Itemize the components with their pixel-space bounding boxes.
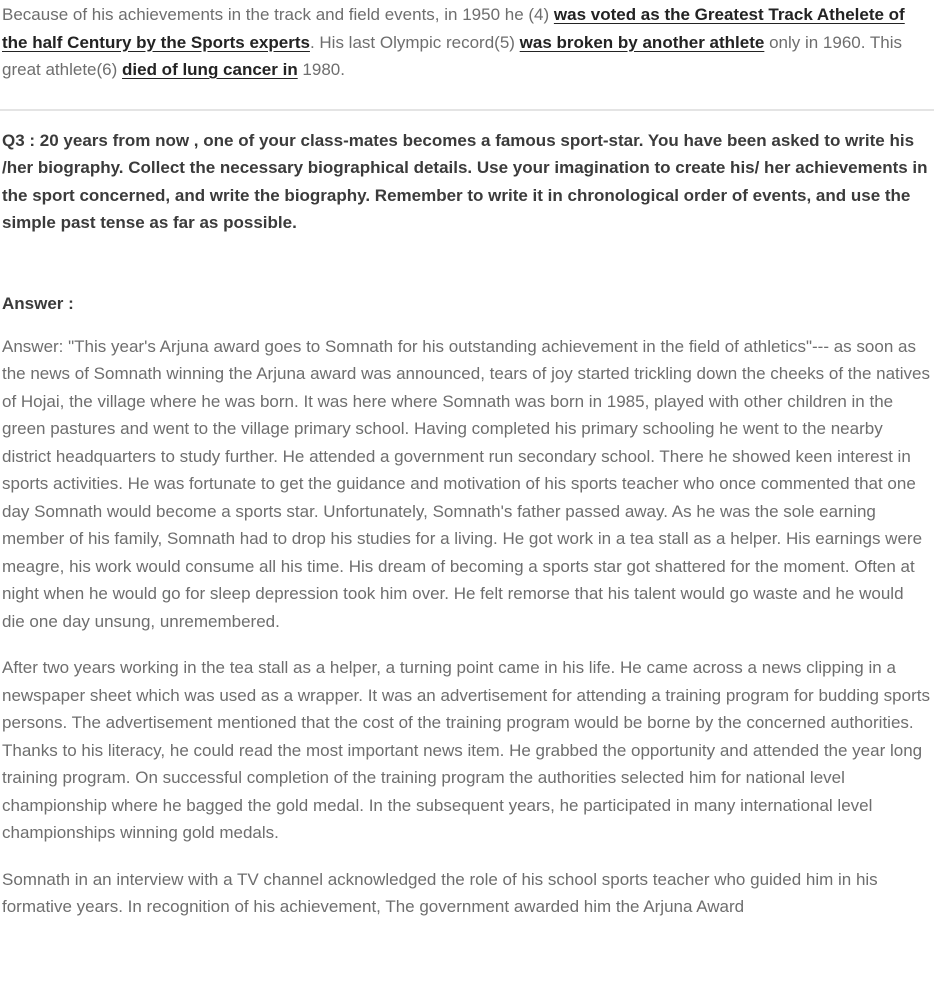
intro-paragraph	[2, 0, 930, 84]
answer-paragraph: Somnath in an interview with a TV channel acknowledged the role of his school sports teacher who guided him in his formative years. In recognition of his achievement, The government awarded him the Arjuna Award	[2, 869, 878, 916]
emphasized-answer-text: died of lung cancer in	[122, 60, 298, 79]
text-segment: 1980.	[297, 60, 345, 79]
section-divider	[0, 109, 934, 111]
emphasized-answer-text: was voted as the Greatest Track Athelete of the half Century by the Sports experts	[2, 5, 905, 52]
text-segment: Because of his achievements in the track and field events, in 1950 he (4)	[2, 5, 554, 24]
answer-body	[2, 333, 930, 921]
text-segment: only in 1960. This great athlete(6)	[2, 32, 903, 79]
question-paragraph	[2, 127, 930, 237]
answer-paragraph: Answer: "This year's Arjuna award goes to Somnath for his outstanding achievement in the field of athletics"--- as soon as the news of Somnath winning the Arjuna award was announced, tears of joy started trickling down the cheeks of the natives of Hojai, the village where he was born. It was here where Somnath was born in 1985, played with other children in the green pastures and went to the village primary school. Having completed his primary schooling he went to the nearby district headquarters to study further. He attended a government run secondary school. There he showed keen interest in sports activities. He was fortunate to get the guidance and motivation of his sports teacher who once commented that one day Somnath would become a sports star. Unfortunately, Somnath's father passed away. As he was the sole earning member of his family, Somnath had to drop his studies for a living. He got work in a tea stall as a helper. His earnings were meagre, his work would consume all his time. His dream of becoming a sports star got shattered for the moment. Often at night when he would go for sleep depression took him over. He felt remorse that his talent would go waste and he would die one day unsung, unremembered.	[2, 336, 930, 631]
question-text: 20 years from now , one of your class-mates becomes a famous sport-star. You have been asked to write his /her biography. Collect the necessary biographical details. Use your imagination to create his/ her achievements in the sport concerned, and write the biography. Remember to write it in chronological order of events, and use the simple past tense as far as possible.	[2, 130, 928, 232]
answer-paragraph: After two years working in the tea stall as a helper, a turning point came in his life. He came across a news clipping in a newspaper sheet which was used as a wrapper. It was an advertisement for attending a training program for budding sports persons. The advertisement mentioned that the cost of the training program would be borne by the concerned authorities. Thanks to his literacy, he could read the most important news item. He grabbed the opportunity and attended the year long training program. On successful completion of the training program the authorities selected him for national level championship where he bagged the gold medal. In the subsequent years, he participated in many international level championships winning gold medals.	[2, 658, 930, 842]
question-label: Q3 :	[2, 130, 40, 150]
answer-heading: Answer :	[2, 293, 74, 313]
emphasized-answer-text: was broken by another athlete	[519, 32, 765, 52]
text-segment: . His last Olympic record(5)	[309, 32, 520, 52]
